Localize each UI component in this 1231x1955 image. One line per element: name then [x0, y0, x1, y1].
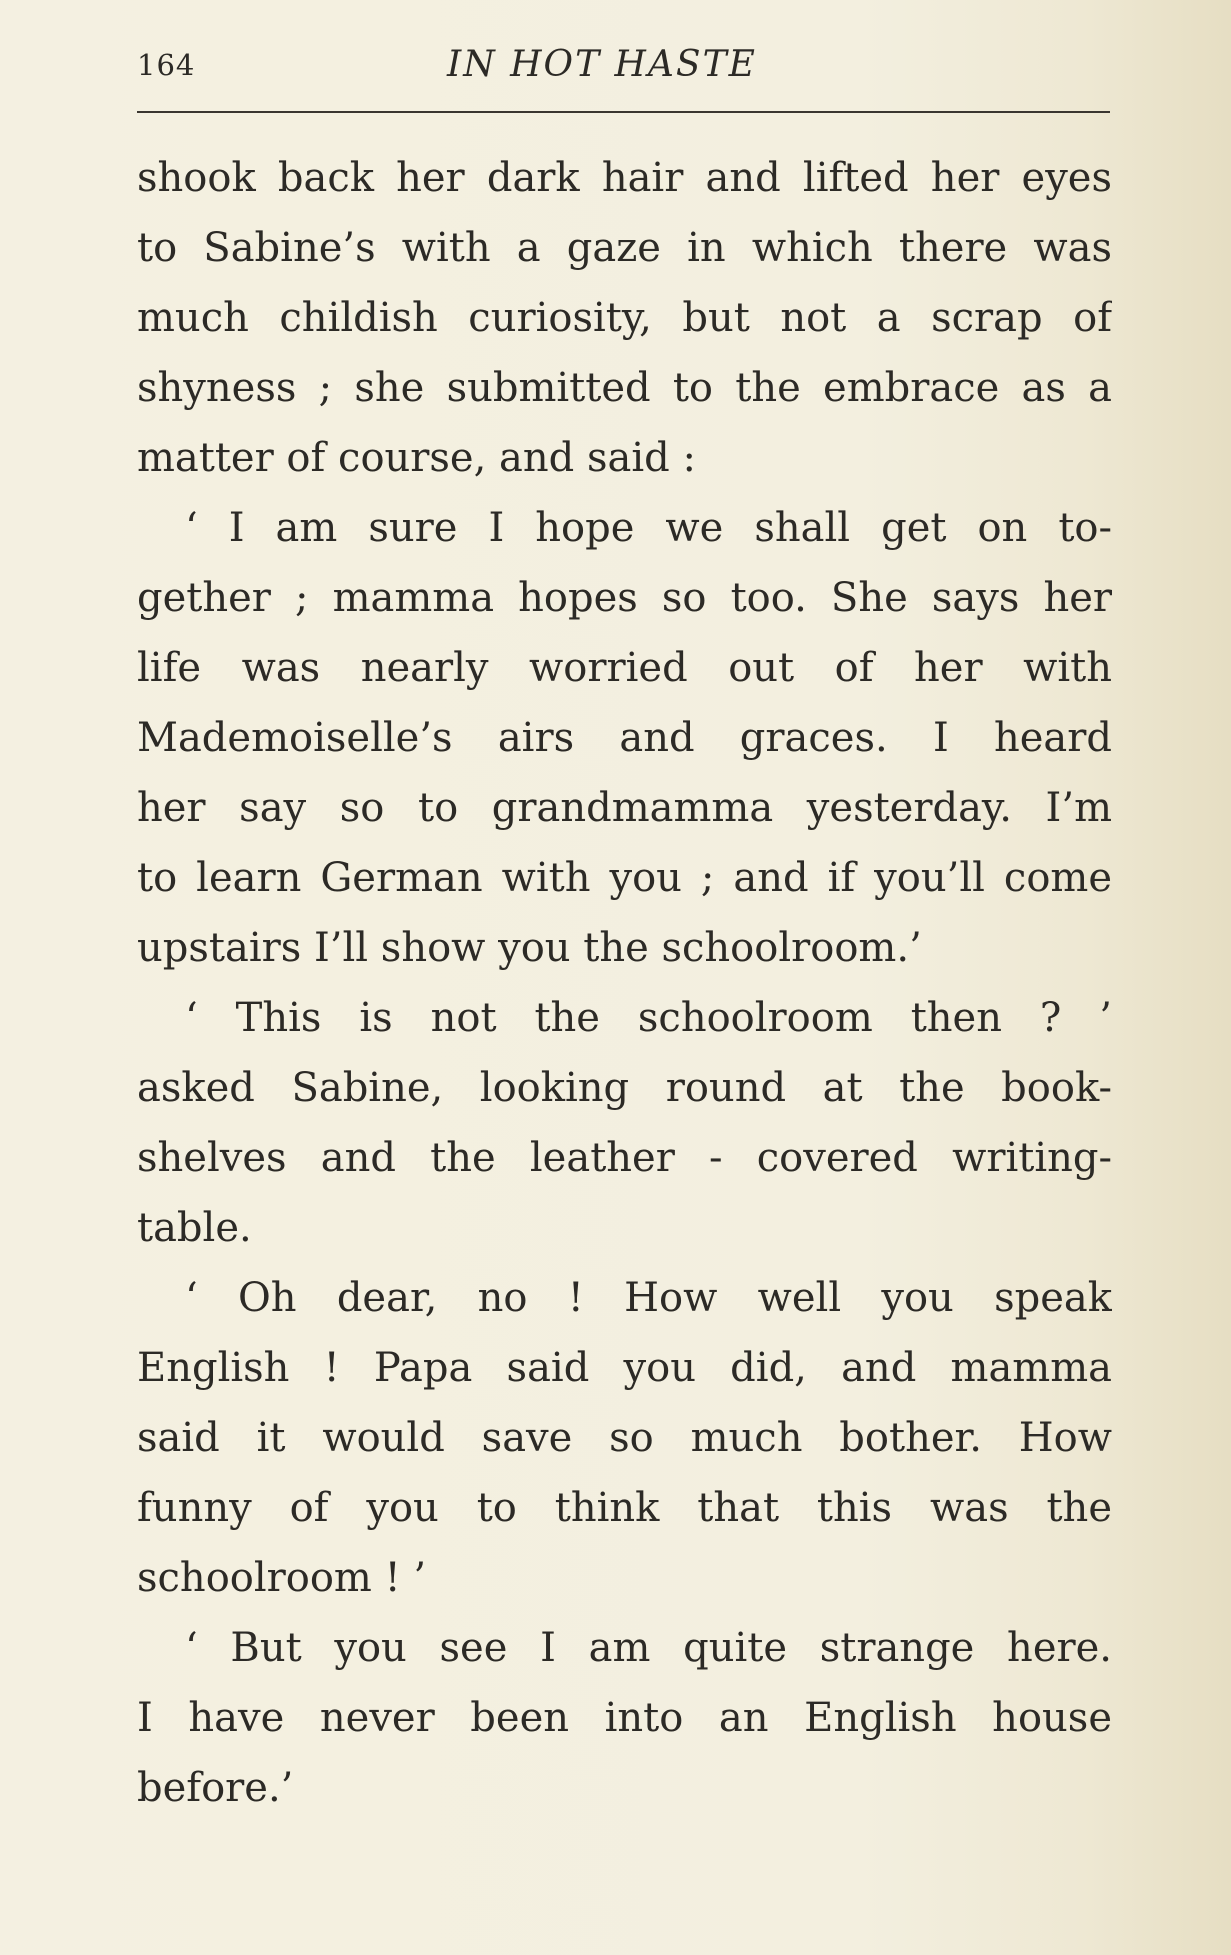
text-line: said it would save so much bother. How	[137, 1415, 1112, 1461]
text-line: upstairs I’ll show you the schoolroom.’	[137, 925, 922, 971]
text-line: table.	[137, 1205, 252, 1251]
text-line: matter of course, and said :	[137, 435, 696, 481]
text-line: shelves and the leather - covered writing-	[137, 1135, 1112, 1181]
text-line: Mademoiselle’s airs and graces. I heard	[137, 715, 1112, 761]
header-rule	[137, 111, 1110, 113]
text-line: life was nearly worried out of her with	[137, 645, 1112, 691]
text-line: to learn German with you ; and if you’ll come	[137, 855, 1112, 901]
page-number: 164	[137, 48, 196, 82]
text-line: to Sabine’s with a gaze in which there was	[137, 225, 1112, 271]
text-line: English ! Papa said you did, and mamma	[137, 1345, 1112, 1391]
text-line: asked Sabine, looking round at the book-	[137, 1065, 1112, 1111]
text-line: I have never been into an English house	[137, 1695, 1112, 1741]
body-text	[137, 143, 1112, 1823]
text-line: funny of you to think that this was the	[137, 1485, 1112, 1531]
text-line: gether ; mamma hopes so too. She says her	[137, 575, 1112, 621]
running-title: IN HOT HASTE	[447, 44, 757, 85]
text-line: schoolroom ! ’	[137, 1555, 427, 1601]
text-line: ‘ Oh dear, no ! How well you speak	[185, 1275, 1112, 1321]
text-line: ‘ I am sure I hope we shall get on to-	[185, 505, 1112, 551]
text-line: shyness ; she submitted to the embrace as a	[137, 365, 1112, 411]
text-line: much childish curiosity, but not a scrap of	[137, 295, 1112, 341]
text-line: ‘ But you see I am quite strange here.	[185, 1625, 1112, 1671]
text-line: ‘ This is not the schoolroom then ? ’	[185, 995, 1112, 1041]
text-line: her say so to grandmamma yesterday. I’m	[137, 785, 1112, 831]
text-line: before.’	[137, 1765, 294, 1811]
text-line: shook back her dark hair and lifted her eyes	[137, 155, 1112, 201]
page-header	[137, 44, 1107, 94]
